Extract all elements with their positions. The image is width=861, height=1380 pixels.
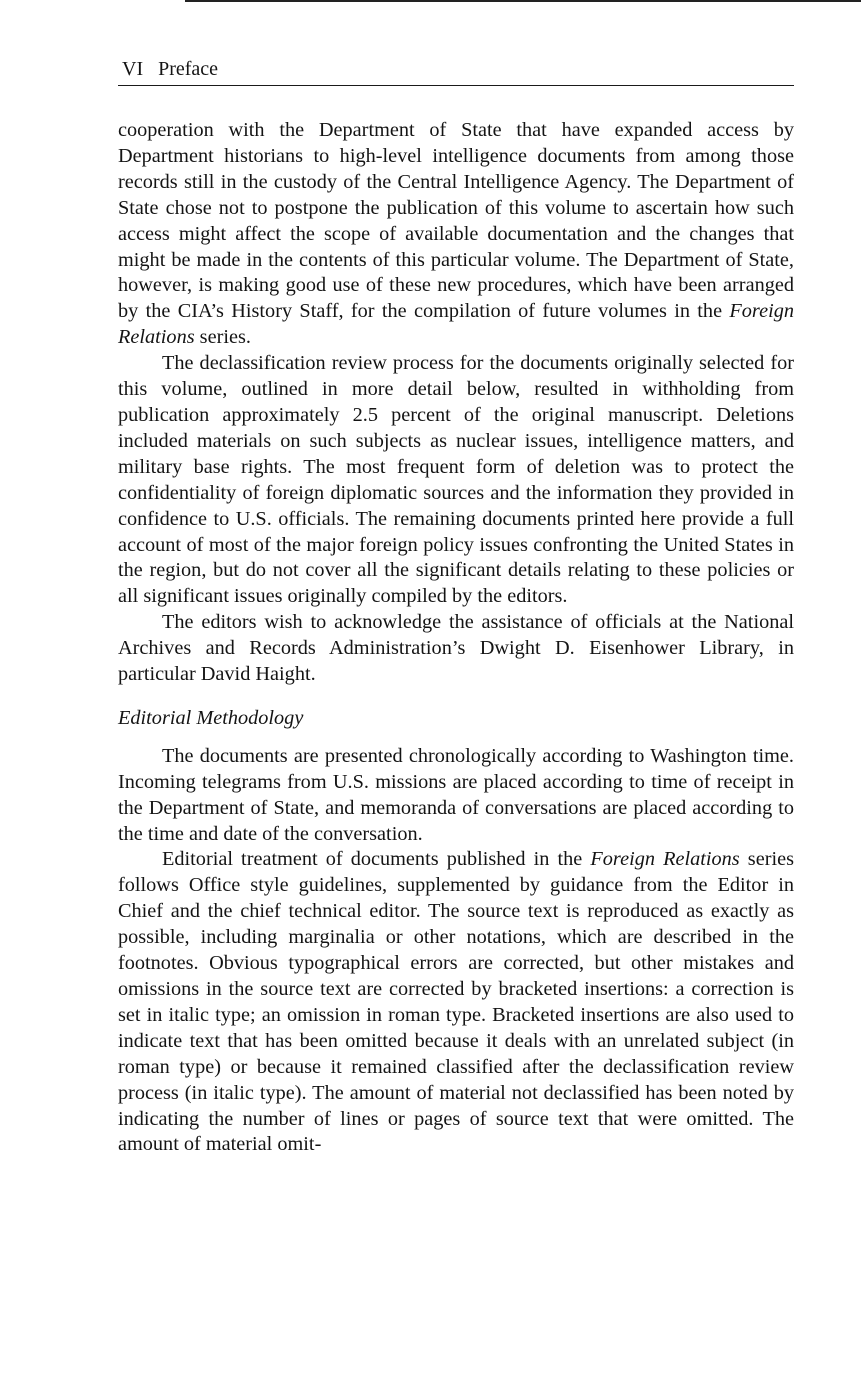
- paragraph-text: Editorial treatment of documents published in the: [162, 848, 591, 871]
- paragraph-declassification-review: The declassification review process for the documents originally selected for this volume, outlined in more detail below, resulted in withholding from publication approximately 2.5 percent of the original manuscript. Deletions included materials on such subjects as nuclear issues, intelligence matters, and military base rights. The most frequent form of deletion was to protect the confidentiality of foreign diplomatic sources and the information they provided in confidence to U.S. officials. The remaining documents printed here provide a full account of most of the major foreign policy issues confronting the United States in the region, but do not cover all the significant details relating to these policies or all significant issues originally compiled by the editors.: [118, 352, 794, 608]
- paragraph-editorial-treatment: [118, 847, 794, 1158]
- series-title-italic: Foreign Relations: [118, 300, 794, 349]
- paragraph-text: series.: [194, 326, 251, 349]
- section-heading-editorial-methodology: Editorial Methodology: [118, 706, 304, 729]
- running-head-title: Preface: [158, 58, 219, 80]
- paragraph-text: series follows Office style guidelines, supplemented by guidance from the Editor in Chief and the chief technical editor. The source text is reproduced as exactly as possible, including marginalia or other notations, which are described in the footnotes. Obvious typographical errors are corrected, but other mistakes and omissions in the source text are corrected by bracketed insertions: a correction is set in italic type; an omission in roman type. Bracketed insertions are also used to indicate text that has been omitted because it deals with an unrelated subject (in roman type) or because it remained classified after the declassification review process (in italic type). The amount of material not declassified has been noted by indicating the number of lines or pages of source text that were omitted. The amount of material omit-: [118, 848, 794, 1156]
- running-head: [118, 56, 794, 86]
- page-folio: VI: [122, 58, 144, 80]
- paragraph-access-cooperation: [118, 118, 794, 351]
- series-title-italic: Foreign Relations: [590, 848, 740, 871]
- paragraph-text: cooperation with the Department of State that have expanded access by Department historians to high-level intelligence documents from among those records still in the custody of the Central Intelligence Agency. The Department of State chose not to postpone the publication of this volume to ascertain how such access might affect the scope of available documentation and the changes that might be made in the contents of this particular volume. The Department of State, however, is making good use of these new procedures, which have been arranged by the CIA’s History Staff, for the compilation of future volumes in the: [118, 119, 794, 323]
- top-border-rule: [185, 0, 861, 2]
- paragraph-chronology: The documents are presented chronologically according to Washington time. Incoming telegrams from U.S. missions are placed according to time of receipt in the Department of State, and memoranda of conversations are placed according to the time and date of the conversation.: [118, 744, 794, 845]
- paragraph-acknowledgements: The editors wish to acknowledge the assistance of officials at the National Archives and Records Administration’s Dwight D. Eisenhower Library, in particular David Haight.: [118, 611, 794, 686]
- book-page: [118, 56, 794, 1158]
- body-text: [118, 118, 794, 1158]
